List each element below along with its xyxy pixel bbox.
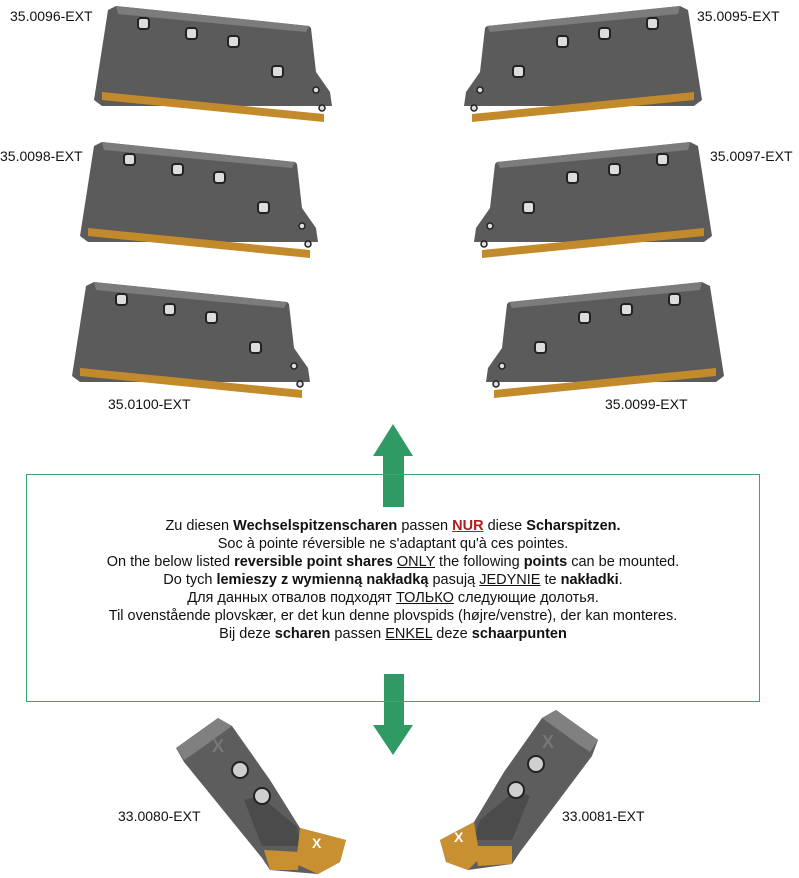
share-35-0100-drawing <box>72 282 310 398</box>
point-code-33-0080: 33.0080-EXT <box>118 808 201 824</box>
point-33-0080-drawing <box>176 718 346 874</box>
share-code-35-0098: 35.0098-EXT <box>0 148 83 164</box>
svg-text:X: X <box>454 829 464 845</box>
share-code-35-0096: 35.0096-EXT <box>10 8 93 24</box>
notice-line-nl: Bij deze scharen passen ENKEL deze schaarpunten <box>219 626 567 642</box>
notice-line-da: Til ovenstående plovskær, er det kun denne plovspids (højre/venstre), der kan monteres. <box>108 608 678 624</box>
share-code-35-0095: 35.0095-EXT <box>697 8 780 24</box>
compatibility-notice-text <box>27 517 759 643</box>
svg-text:X: X <box>542 732 555 752</box>
point-33-0081-drawing <box>440 710 598 870</box>
point-code-33-0081: 33.0081-EXT <box>562 808 645 824</box>
share-code-35-0097: 35.0097-EXT <box>710 148 793 164</box>
notice-line-pl: Do tych lemieszy z wymienną nakładką pasują JEDYNIE te nakładki. <box>163 572 623 588</box>
share-35-0097-drawing <box>474 142 712 258</box>
notice-line-fr: Soc à pointe réversible ne s'adaptant qu'à ces pointes. <box>217 536 569 552</box>
compatibility-notice-box <box>26 474 760 702</box>
notice-line-de: Zu diesen Wechselspitzenscharen passen NUR diese Scharspitzen. <box>165 518 621 534</box>
svg-text:X: X <box>212 736 225 756</box>
share-35-0096-drawing <box>94 6 332 122</box>
share-35-0099-drawing <box>486 282 724 398</box>
share-35-0098-drawing <box>80 142 318 258</box>
share-code-35-0099: 35.0099-EXT <box>605 396 688 412</box>
svg-text:X: X <box>312 835 322 851</box>
share-code-35-0100: 35.0100-EXT <box>108 396 191 412</box>
share-35-0095-drawing <box>464 6 702 122</box>
notice-line-ru: Для данных отвалов подходят ТОЛЬКО следующие долотья. <box>187 590 599 606</box>
notice-line-en: On the below listed reversible point shares ONLY the following points can be mounted. <box>106 554 680 570</box>
